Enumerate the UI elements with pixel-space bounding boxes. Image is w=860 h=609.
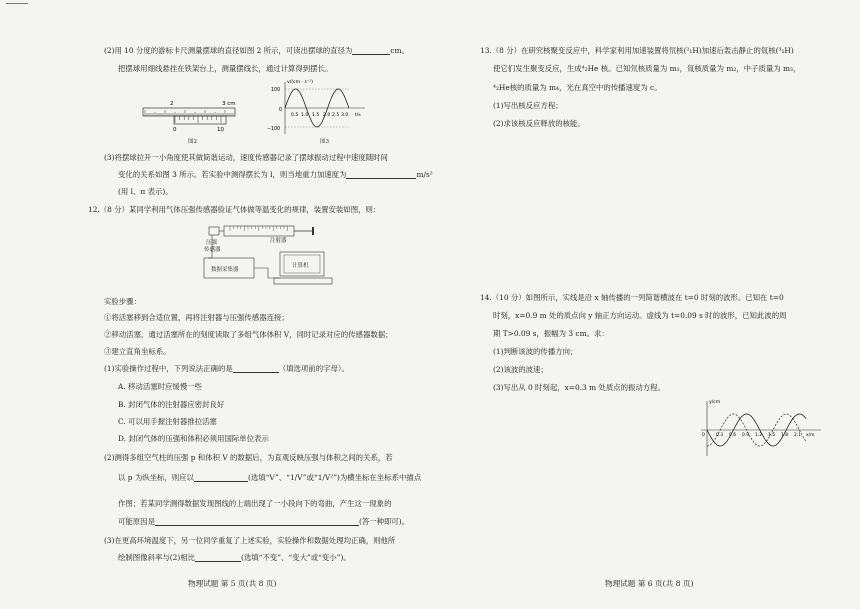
q12-sub2-text-d: (答一种即可)。 [358,517,410,526]
option-d: D. 封闭气体的压强和体积必须用国际单位表示 [118,434,269,443]
computer-keyboard [274,278,332,284]
q12-sub3-text-b: (选填“不变”、“变大”或“变小”)。 [241,553,351,562]
vt-x-0.5: 0.5 [291,113,299,118]
wave-x-1.5: 1.5 [768,433,775,438]
option-b: B. 封闭气体的注射器应密封良好 [118,400,225,409]
fig2-caption: 图2 [188,139,197,145]
q12-sub2-line3: 作图；若某同学测得数据发现图线的上端出现了一小段向下的弯曲，产生这一现象的 [118,499,392,508]
unit-ms2: m/s² [416,170,433,179]
q14-sub3: (3)写出从 0 时刻起，x=0.3 m 处质点的振动方程。 [493,383,665,392]
velocity-time-graph [265,78,370,138]
wave-x-1.8: 1.8 [781,433,788,438]
step-3: ③建立直角坐标系。 [104,347,171,356]
fig3-caption: 图3 [320,139,329,145]
q12-sub2-text-c: 可能原因是 [118,517,155,526]
q13-line3: ⁴₂He核的质量为 m₄，光在真空中的传播速度为 c。 [493,83,662,92]
q12-sub2-line2 [118,473,421,482]
q12-sub1 [104,364,349,373]
q12-sub1-text: (1)实验操作过程中，下列说法正确的是 [104,364,233,373]
answer-blank-reason[interactable] [155,518,359,526]
page-5-footer: 物理试题 第 5 页(共 8 页) [188,579,277,588]
vt-y-0: 0 [279,108,283,113]
wave-x-2.1: 2.1 [794,433,801,438]
q11-part2-line1 [104,46,409,55]
steps-title: 实验步骤： [104,297,141,306]
q11-part3-line3: (用 l、π 表示)。 [118,187,173,196]
q12-sub2-line4 [118,517,409,526]
answer-blank-gravity[interactable] [346,171,416,179]
label-computer: 计算机 [292,263,309,269]
q12-sub2-text-b: (选填“V”、“1/V”或“1/V²”)为横坐标在坐标系中描点 [247,473,422,482]
unit-cm: cm。 [390,46,409,55]
pressure-sensor-box [209,227,219,235]
q11-part3-line1: (3)将摆球拉开一小角度使其做简谐运动，速度传感器记录了摆球振动过程中速度随时间 [104,153,388,162]
wave-x-0.6: 0.6 [729,433,736,438]
apparatus-figure [200,222,360,288]
vt-y-100: 100 [271,88,281,93]
wave-graph [699,398,824,458]
q11-part3-text: 变化的关系如图 3 所示。若实验中测得摆长为 l，则当地重力加速度为 [118,170,347,179]
option-c: C. 可以用手握注射器推拉活塞 [118,417,217,426]
vt-x-2.5: 2.5 [332,113,340,118]
q14-sub1: (1)判断该波的传播方向； [493,347,578,356]
page-6-footer: 物理试题 第 6 页(共 8 页) [605,579,694,588]
label-sensor-1: 压强 [206,240,218,246]
caliper-tick-2: 2 [170,101,174,107]
vt-y-neg100: −100 [267,127,281,132]
answer-blank-axis[interactable] [194,474,248,482]
q12-sub3-text-a: 绘制图像斜率与(2)相比 [118,553,195,562]
caliper-tick-3cm: 3 cm [222,101,236,107]
q12-heading: 12.（8 分）某同学利用气体压强传感器验证气体做等温变化的规律，装置安装如图，则： [88,205,381,214]
answer-blank-diameter[interactable] [352,47,390,55]
q12-sub2-text-a: 以 p 为纵坐标，则应以 [118,473,194,482]
q13-line1: 13.（8 分）在研究核聚变反应中，科学家利用加速装置将氘核(²₁H)加速后轰击静止的氚核(³₁H) [480,46,794,55]
wave-x-1.2: 1.2 [755,433,762,438]
caliper-vernier-0: 0 [173,127,177,133]
q11-part3-line2 [118,170,433,179]
label-sensor-2: 传感器 [204,247,221,253]
q13-sub1: (1)写出核反应方程； [493,101,563,110]
vt-x-1.0: 1.0 [301,113,309,118]
q11-part2-text: (2)用 10 分度的游标卡尺测量摆球的直径如图 2 所示，可读出摆球的直径为 [104,46,353,55]
answer-blank-options[interactable] [233,365,279,373]
vt-y-label: v/(cm · s⁻¹) [287,80,313,85]
vt-x-2.0: 2.0 [323,113,331,118]
apparatus-drawing [200,222,360,288]
q14-line2: 时刻，x=0.9 m 处的质点向 y 轴正方向运动。虚线为 t=0.09 s 时的波形，已知此波的周 [493,311,787,320]
q12-sub3-line1: (3)在更高环境温度下，另一位同学重复了上述实验，实验操作和数据处理均正确，则他所 [104,536,396,545]
q14-line1: 14.（10 分）如图所示，实线是沿 x 轴传播的一列简谐横波在 t=0 时刻的波形。已知在 t=0 [480,293,784,302]
page-6 [455,0,860,609]
vt-x-3.0: 3.0 [341,113,349,118]
q14-sub2: (2)该波的波速； [493,365,548,374]
option-a: A. 移动活塞时应缓慢一些 [118,382,202,391]
wave-origin: 0 [702,433,705,438]
q13-line2: 使它们发生聚变反应，生成⁴₂He 核。已知氘核质量为 m₁，氚核质量为 m₂，中子质量为 m₃， [493,64,801,73]
step-2: ②移动活塞，通过活塞所在的刻度读取了多组气体体积 V，同时记录对应的传感器数据； [104,330,393,339]
vt-x-1.5: 1.5 [312,113,320,118]
label-collector: 数据采集器 [211,267,239,273]
vt-x-unit: t/s [355,113,361,118]
step-1: ①将活塞移到合适位置，再将注射器与压强传感器连接； [104,313,289,322]
caliper-figure [140,96,240,136]
q12-sub1-tail: （填选项前的字母）。 [278,364,349,373]
answer-blank-slope[interactable] [195,554,241,562]
q12-sub2-line1: (2)测得多组空气柱的压强 p 和体积 V 的数据后，为直观反映压强与体积之间的关系，若 [104,453,393,462]
q14-line3: 期 T>0.09 s，振幅为 3 cm。求： [493,329,609,338]
label-syringe: 注射器 [270,238,287,244]
caliper-vernier-10: 10 [217,127,224,133]
caliper-vernier-scale [174,116,226,124]
q11-part2-line2: 把摆球用细线悬挂在铁架台上，测量摆线长，通过计算得到摆长。 [118,64,333,73]
wave-x-0.9: 0.9 [742,433,749,438]
q12-sub3-line2 [118,553,351,562]
plunger-handle [312,227,314,235]
wave-x-0.3: 0.3 [716,433,723,438]
wave-y-label: y/cm [709,400,721,405]
wave-x-unit: x/m [806,433,815,438]
q13-sub2: (2)求该核反应释放的核能。 [493,119,585,128]
